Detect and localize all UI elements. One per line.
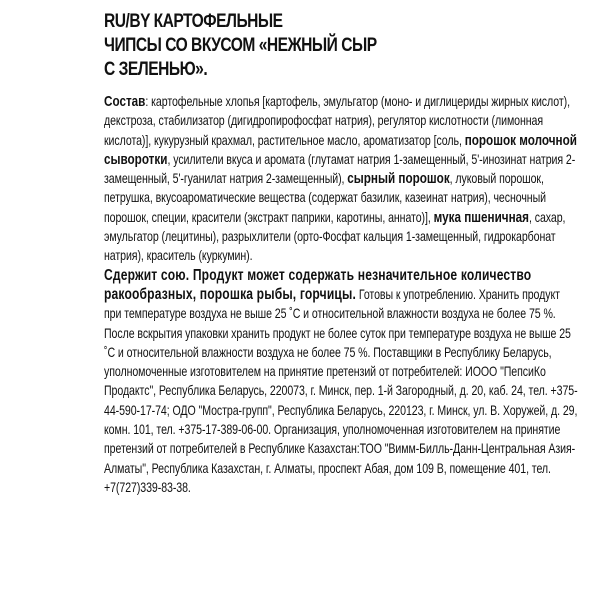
composition-heading: Состав [104, 93, 146, 110]
composition-text: , сахар, эмульгатор (лецитины), разрыхлители (орто-Фосфат кальция 1-замещенный, гидрокарбонат натрия), краситель (куркумин). [104, 209, 566, 264]
title-line: RU/BY КАРТОФЕЛЬНЫЕ [104, 11, 283, 32]
allergen-wheat: мука пшеничная [433, 208, 529, 226]
storage-and-supplier-text: Готовы к употреблению. Хранить продукт при температуре воздуха не выше 25 ˚С и относительной влажности воздуха не более 75 %. После вскрытия упаковки хранить продукт не более суток при температуре воздуха не выше 25 ˚С и относительной влажности воздуха не более 75 %. Поставщики в Республику Беларусь, уполномоченные изготовителем на принятие претензий от потребителей: ИООО "ПепсиКо Продактс", Республика Беларусь, 220073, г. Минск, пер. 1-й Загородный, д. 20, каб. 24, тел. +375-44-590-17-74; ОДО "Мостра-групп", Республика Беларусь, 220123, г. Минск, ул. В. Хоружей, д. 29, комн. 101, тел. +375-17-389-06-00. Организация, уполномоченная изготовителем на принятие претензий от потребителей в Республике Казахстан:ТОО "Вимм-Билль-Данн-Центральная Азия-Алматы", Республика Казахстан, г. Алматы, проспект Абая, дом 109 В, помещение 401, тел. +7(727)339-83-38. [104, 286, 578, 495]
product-title [104, 10, 580, 82]
title-line: ЧИПСЫ СО ВКУСОМ «НЕЖНЫЙ СЫР [104, 35, 377, 56]
composition-paragraph [104, 92, 579, 266]
allergen-whey: порошок молочной сыворотки [104, 131, 577, 168]
label-body [104, 92, 579, 497]
allergen-cheese: сырный порошок [347, 170, 450, 188]
composition-text: : картофельные хлопья [картофель, эмульгатор (моно- и диглицериды жирных кислот), декстроза, стабилизатор (дигидропирофосфат натрия), регулятор кислотности (лимонная кислота)], кукурузный крахмал, растительное масло, ароматизатор [соль, [104, 94, 570, 148]
warning-storage-paragraph [104, 266, 579, 498]
composition-text: , усилители вкуса и аромата (глутамат натрия 1-замещенный, 5'-инозинат натрия 2-замещенный, 5'-гуанилат натрия 2-замещенный), [104, 151, 576, 187]
composition-text: , луковый порошок, петрушка, вкусоароматические вещества (содержат базилик, казеинат натрия), чесночный порошок, специи, красители (экстракт паприки, каротины, аннато)], [104, 171, 546, 225]
title-line: С ЗЕЛЕНЬЮ». [104, 59, 208, 80]
allergen-warning: Сдержит сою. Продукт может содержать незначительное количество ракообразных, порошка рыбы, горчицы. [104, 266, 532, 303]
